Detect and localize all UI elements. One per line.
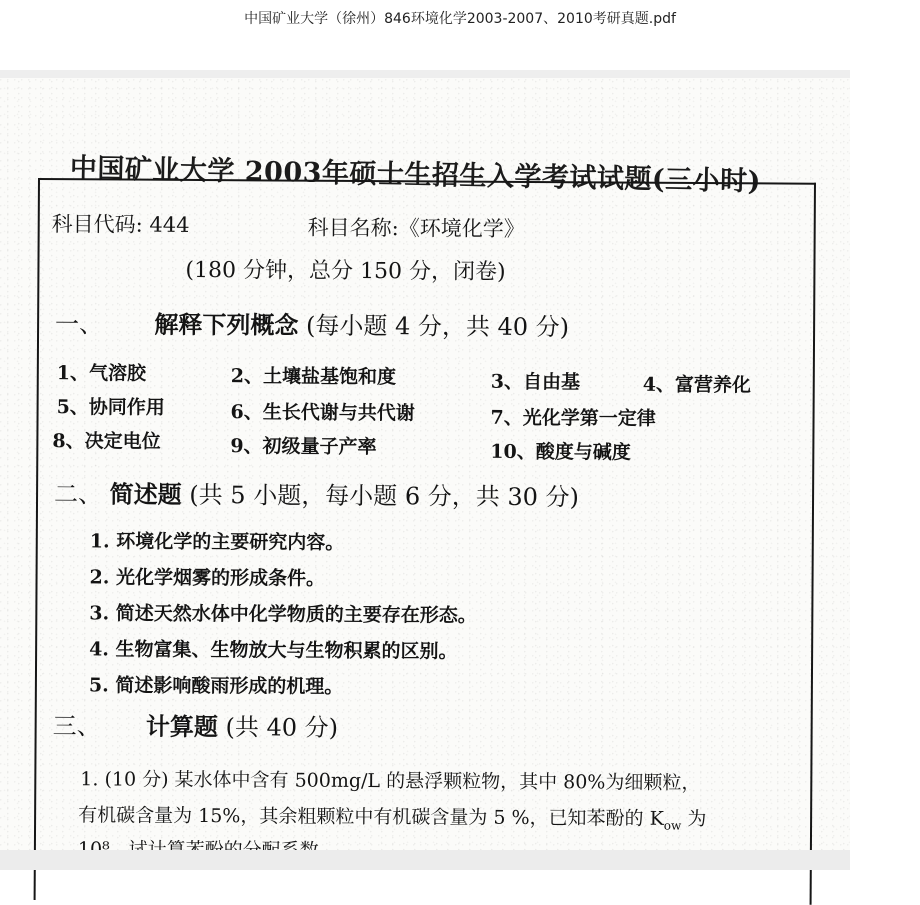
viewer-bottom-bar xyxy=(0,850,850,870)
term-6: 6、生长代谢与共代谢 xyxy=(230,401,415,425)
question-1: 1. 环境化学的主要研究内容。 xyxy=(89,530,345,554)
time-note: (180 分钟，总分 150 分，闭卷) xyxy=(185,257,506,285)
section-2-number: 二、 xyxy=(53,480,103,509)
calc-q1-line2 xyxy=(78,800,706,833)
calc-q1-line2-end: 为 xyxy=(681,807,707,831)
viewer-toolbar xyxy=(0,0,850,70)
kow-subscript: ow xyxy=(663,818,682,833)
section-1-heading xyxy=(55,304,569,342)
section-3-heading xyxy=(53,706,339,743)
toolbar-separator xyxy=(0,70,850,78)
term-7: 7、光化学第一定律 xyxy=(490,406,656,430)
section-2-heading xyxy=(54,474,579,512)
section-3-note: (共 40 分) xyxy=(225,713,339,742)
question-4: 4. 生物富集、生物放大与生物积累的区别。 xyxy=(89,638,458,663)
term-8: 8、决定电位 xyxy=(52,430,161,453)
section-1-note: (每小题 4 分，共 40 分) xyxy=(305,311,570,342)
term-3: 3、自由基 xyxy=(490,370,581,394)
section-2-note: (共 5 小题，每小题 6 分，共 30 分) xyxy=(189,480,580,512)
term-9: 9、初级量子产率 xyxy=(230,435,377,459)
subject-code: 科目代码: 444 xyxy=(51,212,190,237)
section-1-number: 一、 xyxy=(55,310,104,339)
document-viewer[interactable] xyxy=(0,78,850,850)
calc-q1-line2-text: 有机碳含量为 15%，其余粗颗粒中有机碳含量为 5 %，已知苯酚的 K xyxy=(78,804,664,830)
question-2: 2. 光化学烟雾的形成条件。 xyxy=(89,566,326,590)
term-1: 1、气溶胶 xyxy=(56,362,147,385)
term-5: 5、协同作用 xyxy=(56,396,165,419)
question-3: 3. 简述天然水体中化学物质的主要存在形态。 xyxy=(89,602,477,627)
calc-q1-line1: 1. (10 分) 某水体中含有 500mg/L 的悬浮颗粒物，其中 80%为细颗粒， xyxy=(80,768,701,795)
subject-name: 科目名称:《环境化学》 xyxy=(307,215,525,241)
section-3-title: 计算题 xyxy=(145,711,219,742)
document-title: 中国矿业大学（徐州）846环境化学2003-2007、2010考研真题.pdf xyxy=(244,11,676,27)
term-2: 2、土壤盐基饱和度 xyxy=(230,365,397,389)
term-4: 4、富营养化 xyxy=(642,373,752,397)
section-1-title: 解释下列概念 xyxy=(154,309,299,340)
exam-header-text: 中国矿业大学 2003年硕士生招生入学考试试题(三小时) xyxy=(69,153,762,198)
section-2-title: 简述题 xyxy=(109,479,182,509)
exam-frame xyxy=(34,178,816,905)
question-5: 5. 简述影响酸雨形成的机理。 xyxy=(88,674,344,698)
scanned-page xyxy=(0,78,850,850)
term-10: 10、酸度与碱度 xyxy=(490,440,631,464)
section-3-number: 三、 xyxy=(52,712,101,741)
